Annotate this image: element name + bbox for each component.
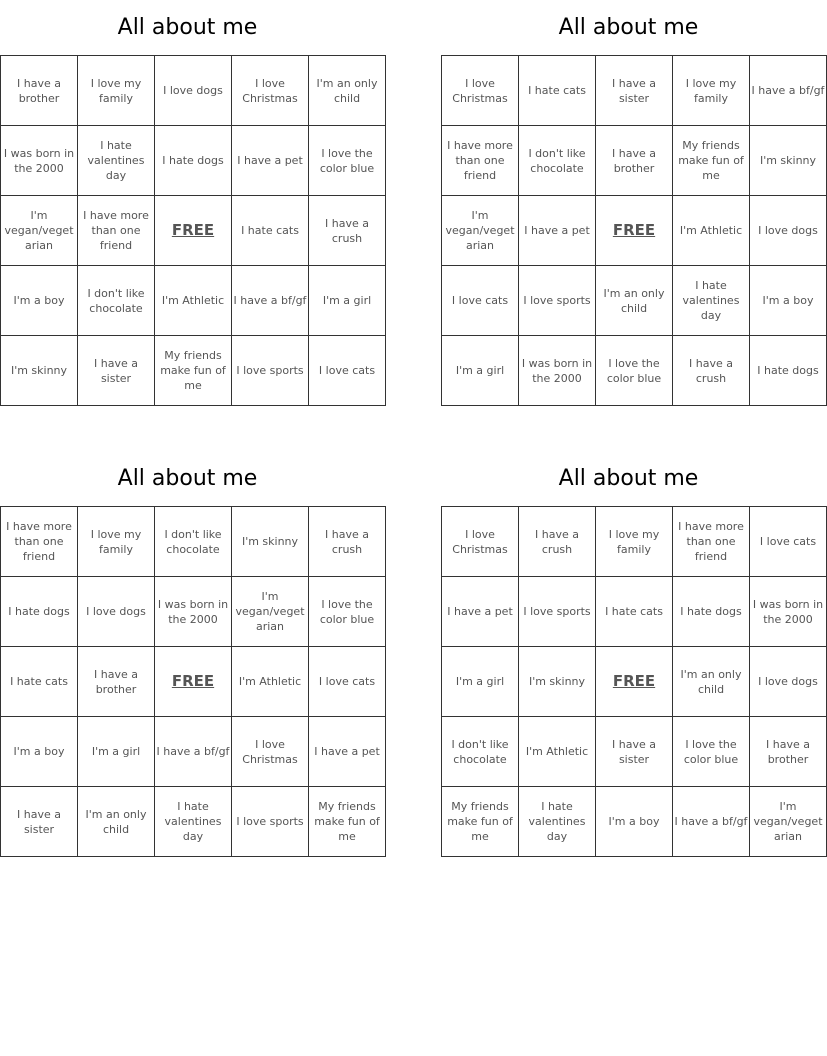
bingo-cell: I'm a boy xyxy=(596,787,673,857)
bingo-grid xyxy=(441,506,827,857)
bingo-row xyxy=(442,266,827,336)
bingo-cell: I have a crush xyxy=(309,507,386,577)
bingo-cell: I love dogs xyxy=(750,196,827,266)
bingo-cell: I love sports xyxy=(519,577,596,647)
bingo-cell: I'm Athletic xyxy=(519,717,596,787)
bingo-row xyxy=(442,577,827,647)
bingo-cell: My friends make fun of me xyxy=(673,126,750,196)
bingo-cell: I'm skinny xyxy=(519,647,596,717)
bingo-row xyxy=(1,196,386,266)
free-space: FREE xyxy=(596,647,673,717)
bingo-cell: I was born in the 2000 xyxy=(1,126,78,196)
bingo-cell: I love my family xyxy=(596,507,673,577)
bingo-cell: I'm vegan/vegetarian xyxy=(750,787,827,857)
bingo-cell: I love dogs xyxy=(155,56,232,126)
bingo-cell: I'm a girl xyxy=(442,336,519,406)
bingo-cell: I hate cats xyxy=(232,196,309,266)
bingo-cell: I have a brother xyxy=(78,647,155,717)
bingo-cell: I'm Athletic xyxy=(673,196,750,266)
bingo-cell: I have a brother xyxy=(1,56,78,126)
bingo-row xyxy=(1,266,386,336)
bingo-cell: I'm vegan/vegetarian xyxy=(442,196,519,266)
bingo-cell: I love Christmas xyxy=(232,56,309,126)
bingo-cell: I love cats xyxy=(750,507,827,577)
bingo-cell: I love Christmas xyxy=(442,56,519,126)
bingo-row xyxy=(442,507,827,577)
bingo-row xyxy=(1,56,386,126)
bingo-cell: I have a pet xyxy=(442,577,519,647)
bingo-cell: I hate cats xyxy=(1,647,78,717)
card-title: All about me xyxy=(558,466,699,491)
bingo-cell: I'm a girl xyxy=(78,717,155,787)
bingo-row xyxy=(1,336,386,406)
bingo-row xyxy=(1,717,386,787)
bingo-cell: I have a bf/gf xyxy=(750,56,827,126)
card-title: All about me xyxy=(117,15,258,40)
bingo-cell: I love cats xyxy=(442,266,519,336)
bingo-cell: I'm skinny xyxy=(232,507,309,577)
bingo-cell: I love cats xyxy=(309,336,386,406)
bingo-cell: I have a bf/gf xyxy=(155,717,232,787)
bingo-cell: I love sports xyxy=(232,787,309,857)
bingo-cell: I have a sister xyxy=(596,56,673,126)
bingo-card xyxy=(441,0,825,406)
free-space: FREE xyxy=(596,196,673,266)
bingo-cell: I love my family xyxy=(673,56,750,126)
bingo-row xyxy=(442,787,827,857)
bingo-cell: I hate dogs xyxy=(155,126,232,196)
bingo-cell: I love my family xyxy=(78,56,155,126)
bingo-cell: I'm a girl xyxy=(309,266,386,336)
bingo-cell: I don't like chocolate xyxy=(155,507,232,577)
bingo-card xyxy=(0,0,378,406)
bingo-cell: I have a pet xyxy=(232,126,309,196)
bingo-cell: I love the color blue xyxy=(673,717,750,787)
bingo-cell: I have a sister xyxy=(1,787,78,857)
bingo-cell: I have more than one friend xyxy=(673,507,750,577)
bingo-cell: I love the color blue xyxy=(309,126,386,196)
bingo-cell: I have a pet xyxy=(309,717,386,787)
bingo-cell: I have more than one friend xyxy=(1,507,78,577)
bingo-cell: I have a crush xyxy=(519,507,596,577)
bingo-cell: I'm a boy xyxy=(1,717,78,787)
bingo-row xyxy=(442,336,827,406)
bingo-cell: I have a pet xyxy=(519,196,596,266)
bingo-cell: I hate valentines day xyxy=(78,126,155,196)
bingo-cell: I love my family xyxy=(78,507,155,577)
bingo-cell: I was born in the 2000 xyxy=(750,577,827,647)
bingo-cell: I have a sister xyxy=(78,336,155,406)
bingo-cell: I'm an only child xyxy=(309,56,386,126)
bingo-row xyxy=(1,647,386,717)
bingo-row xyxy=(442,196,827,266)
bingo-cell: I have more than one friend xyxy=(78,196,155,266)
bingo-cell: I'm Athletic xyxy=(232,647,309,717)
bingo-cell: I love cats xyxy=(309,647,386,717)
bingo-cell: I'm an only child xyxy=(596,266,673,336)
bingo-cell: I hate dogs xyxy=(750,336,827,406)
bingo-cell: I have a crush xyxy=(673,336,750,406)
bingo-cell: I'm a girl xyxy=(442,647,519,717)
free-space: FREE xyxy=(155,196,232,266)
bingo-cell: I hate dogs xyxy=(673,577,750,647)
bingo-cell: I have a brother xyxy=(596,126,673,196)
bingo-cell: I'm a boy xyxy=(750,266,827,336)
bingo-cell: I hate cats xyxy=(519,56,596,126)
bingo-cell: I don't like chocolate xyxy=(442,717,519,787)
bingo-cell: I love sports xyxy=(519,266,596,336)
bingo-cell: I love the color blue xyxy=(309,577,386,647)
bingo-cell: I have a crush xyxy=(309,196,386,266)
bingo-row xyxy=(442,126,827,196)
bingo-cell: My friends make fun of me xyxy=(155,336,232,406)
bingo-cell: I was born in the 2000 xyxy=(519,336,596,406)
bingo-cell: I'm skinny xyxy=(1,336,78,406)
bingo-row xyxy=(442,56,827,126)
bingo-cell: I have a sister xyxy=(596,717,673,787)
bingo-cell: I have more than one friend xyxy=(442,126,519,196)
bingo-grid xyxy=(0,506,386,857)
bingo-cell: I hate valentines day xyxy=(673,266,750,336)
bingo-cell: I hate dogs xyxy=(1,577,78,647)
bingo-cell: I don't like chocolate xyxy=(78,266,155,336)
bingo-cell: I have a bf/gf xyxy=(673,787,750,857)
bingo-cell: I'm an only child xyxy=(673,647,750,717)
bingo-cell: I don't like chocolate xyxy=(519,126,596,196)
bingo-cell: I'm vegan/vegetarian xyxy=(232,577,309,647)
bingo-card xyxy=(0,451,380,857)
bingo-cell: I was born in the 2000 xyxy=(155,577,232,647)
bingo-cell: My friends make fun of me xyxy=(442,787,519,857)
bingo-cell: I love dogs xyxy=(78,577,155,647)
bingo-cell: I'm skinny xyxy=(750,126,827,196)
bingo-cell: My friends make fun of me xyxy=(309,787,386,857)
bingo-cell: I hate cats xyxy=(596,577,673,647)
bingo-row xyxy=(1,126,386,196)
bingo-row xyxy=(442,647,827,717)
bingo-grid xyxy=(441,55,827,406)
card-title: All about me xyxy=(117,466,258,491)
bingo-cell: I have a brother xyxy=(750,717,827,787)
bingo-cell: I'm Athletic xyxy=(155,266,232,336)
bingo-cell: I hate valentines day xyxy=(519,787,596,857)
bingo-cell: I love Christmas xyxy=(442,507,519,577)
bingo-cell: I love dogs xyxy=(750,647,827,717)
bingo-card xyxy=(441,451,824,857)
bingo-cell: I love the color blue xyxy=(596,336,673,406)
bingo-row xyxy=(1,507,386,577)
bingo-cell: I'm a boy xyxy=(1,266,78,336)
free-space: FREE xyxy=(155,647,232,717)
bingo-row xyxy=(442,717,827,787)
bingo-cell: I have a bf/gf xyxy=(232,266,309,336)
bingo-cell: I love Christmas xyxy=(232,717,309,787)
bingo-cell: I love sports xyxy=(232,336,309,406)
bingo-row xyxy=(1,577,386,647)
bingo-row xyxy=(1,787,386,857)
card-title: All about me xyxy=(558,15,699,40)
bingo-cell: I'm vegan/vegetarian xyxy=(1,196,78,266)
bingo-cell: I hate valentines day xyxy=(155,787,232,857)
bingo-cell: I'm an only child xyxy=(78,787,155,857)
bingo-grid xyxy=(0,55,386,406)
